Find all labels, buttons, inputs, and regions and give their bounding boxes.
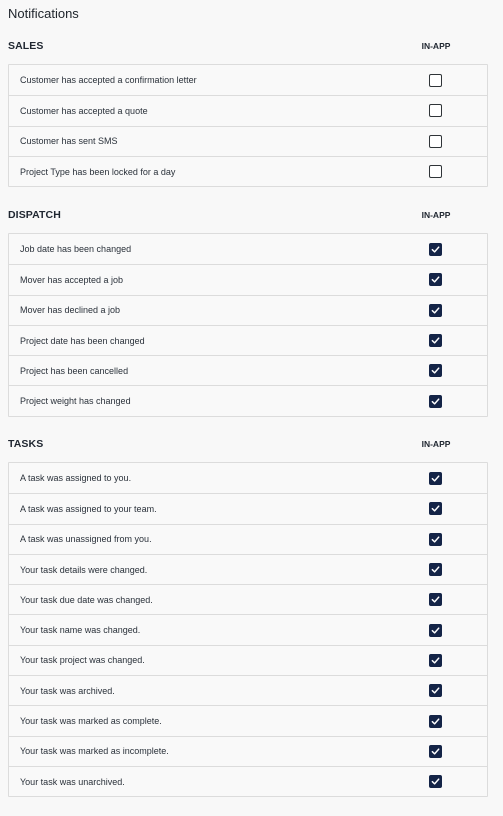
table-row <box>9 554 487 584</box>
in-app-checkbox[interactable] <box>429 74 442 87</box>
section-tasks <box>8 430 488 797</box>
checkbox-cell <box>407 243 463 256</box>
section-title: DISPATCH <box>8 209 61 221</box>
in-app-checkbox[interactable] <box>429 304 442 317</box>
notification-label: A task was assigned to your team. <box>20 503 157 514</box>
notification-label: Your task project was changed. <box>20 655 145 666</box>
checkmark-icon <box>431 626 440 635</box>
section-header <box>8 201 488 229</box>
checkmark-icon <box>431 595 440 604</box>
checkbox-cell <box>407 502 463 515</box>
in-app-checkbox[interactable] <box>429 273 442 286</box>
in-app-checkbox[interactable] <box>429 715 442 728</box>
column-label-in-app: IN-APP <box>421 41 451 51</box>
notification-label: Your task details were changed. <box>20 564 148 575</box>
notification-label: A task was assigned to you. <box>20 473 132 484</box>
table-row <box>9 705 487 735</box>
checkbox-cell <box>407 395 463 408</box>
table-row <box>9 675 487 705</box>
checkmark-icon <box>431 306 440 315</box>
table-row <box>9 126 487 156</box>
notification-label: Your task due date was changed. <box>20 594 153 605</box>
checkmark-icon <box>431 656 440 665</box>
checkbox-cell <box>407 593 463 606</box>
notification-label: Project weight has changed <box>20 396 131 407</box>
page-title: Notifications <box>8 6 79 21</box>
table-row <box>9 584 487 614</box>
notification-label: Project date has been changed <box>20 335 145 346</box>
checkbox-cell <box>407 624 463 637</box>
checkbox-cell <box>407 472 463 485</box>
in-app-checkbox[interactable] <box>429 624 442 637</box>
column-label-in-app: IN-APP <box>421 210 451 220</box>
checkmark-icon <box>431 686 440 695</box>
notification-label: Your task was unarchived. <box>20 776 125 787</box>
checkbox-cell <box>407 364 463 377</box>
in-app-checkbox[interactable] <box>429 654 442 667</box>
notification-label: Customer has sent SMS <box>20 136 118 147</box>
section-title: TASKS <box>8 438 44 450</box>
table-row <box>9 493 487 523</box>
table-row <box>9 264 487 294</box>
table-row <box>9 463 487 493</box>
checkbox-cell <box>407 104 463 117</box>
checkmark-icon <box>431 474 440 483</box>
table-row <box>9 95 487 125</box>
in-app-checkbox[interactable] <box>429 135 442 148</box>
checkmark-icon <box>431 717 440 726</box>
table-row <box>9 325 487 355</box>
checkmark-icon <box>431 747 440 756</box>
checkmark-icon <box>431 275 440 284</box>
table-row <box>9 156 487 186</box>
checkbox-cell <box>407 334 463 347</box>
checkbox-cell <box>407 273 463 286</box>
notification-table <box>8 462 488 797</box>
in-app-checkbox[interactable] <box>429 104 442 117</box>
checkbox-cell <box>407 745 463 758</box>
table-row <box>9 234 487 264</box>
notification-table <box>8 233 488 417</box>
checkmark-icon <box>431 535 440 544</box>
checkbox-cell <box>407 775 463 788</box>
in-app-checkbox[interactable] <box>429 502 442 515</box>
section-header <box>8 32 488 60</box>
in-app-checkbox[interactable] <box>429 745 442 758</box>
section-header <box>8 430 488 458</box>
table-row <box>9 766 487 796</box>
checkbox-cell <box>407 654 463 667</box>
notification-label: Your task was marked as complete. <box>20 716 162 727</box>
in-app-checkbox[interactable] <box>429 243 442 256</box>
checkbox-cell <box>407 715 463 728</box>
table-row <box>9 385 487 415</box>
notification-label: Project Type has been locked for a day <box>20 166 176 177</box>
in-app-checkbox[interactable] <box>429 775 442 788</box>
notification-label: Job date has been changed <box>20 244 132 255</box>
checkmark-icon <box>431 397 440 406</box>
notification-label: Your task was archived. <box>20 685 115 696</box>
checkmark-icon <box>431 504 440 513</box>
table-row <box>9 736 487 766</box>
notification-label: A task was unassigned from you. <box>20 534 152 545</box>
checkmark-icon <box>431 366 440 375</box>
checkbox-cell <box>407 304 463 317</box>
checkbox-cell <box>407 165 463 178</box>
in-app-checkbox[interactable] <box>429 165 442 178</box>
in-app-checkbox[interactable] <box>429 364 442 377</box>
in-app-checkbox[interactable] <box>429 563 442 576</box>
column-label-in-app: IN-APP <box>421 439 451 449</box>
in-app-checkbox[interactable] <box>429 334 442 347</box>
notification-label: Customer has accepted a confirmation letter <box>20 75 197 86</box>
table-row <box>9 65 487 95</box>
checkmark-icon <box>431 336 440 345</box>
section-title: SALES <box>8 40 44 52</box>
in-app-checkbox[interactable] <box>429 395 442 408</box>
in-app-checkbox[interactable] <box>429 593 442 606</box>
checkbox-cell <box>407 563 463 576</box>
notification-label: Your task name was changed. <box>20 625 141 636</box>
table-row <box>9 614 487 644</box>
in-app-checkbox[interactable] <box>429 684 442 697</box>
table-row <box>9 524 487 554</box>
notification-label: Your task was marked as incomplete. <box>20 746 169 757</box>
checkbox-cell <box>407 533 463 546</box>
notification-label: Mover has accepted a job <box>20 274 124 285</box>
table-row <box>9 295 487 325</box>
checkbox-cell <box>407 684 463 697</box>
checkbox-cell <box>407 135 463 148</box>
section-sales <box>8 32 488 187</box>
checkmark-icon <box>431 565 440 574</box>
in-app-checkbox[interactable] <box>429 533 442 546</box>
section-dispatch <box>8 201 488 417</box>
checkmark-icon <box>431 245 440 254</box>
checkmark-icon <box>431 777 440 786</box>
table-row <box>9 355 487 385</box>
in-app-checkbox[interactable] <box>429 472 442 485</box>
notification-label: Customer has accepted a quote <box>20 105 148 116</box>
notification-label: Project has been cancelled <box>20 365 129 376</box>
checkbox-cell <box>407 74 463 87</box>
notification-label: Mover has declined a job <box>20 305 121 316</box>
notification-table <box>8 64 488 187</box>
table-row <box>9 645 487 675</box>
